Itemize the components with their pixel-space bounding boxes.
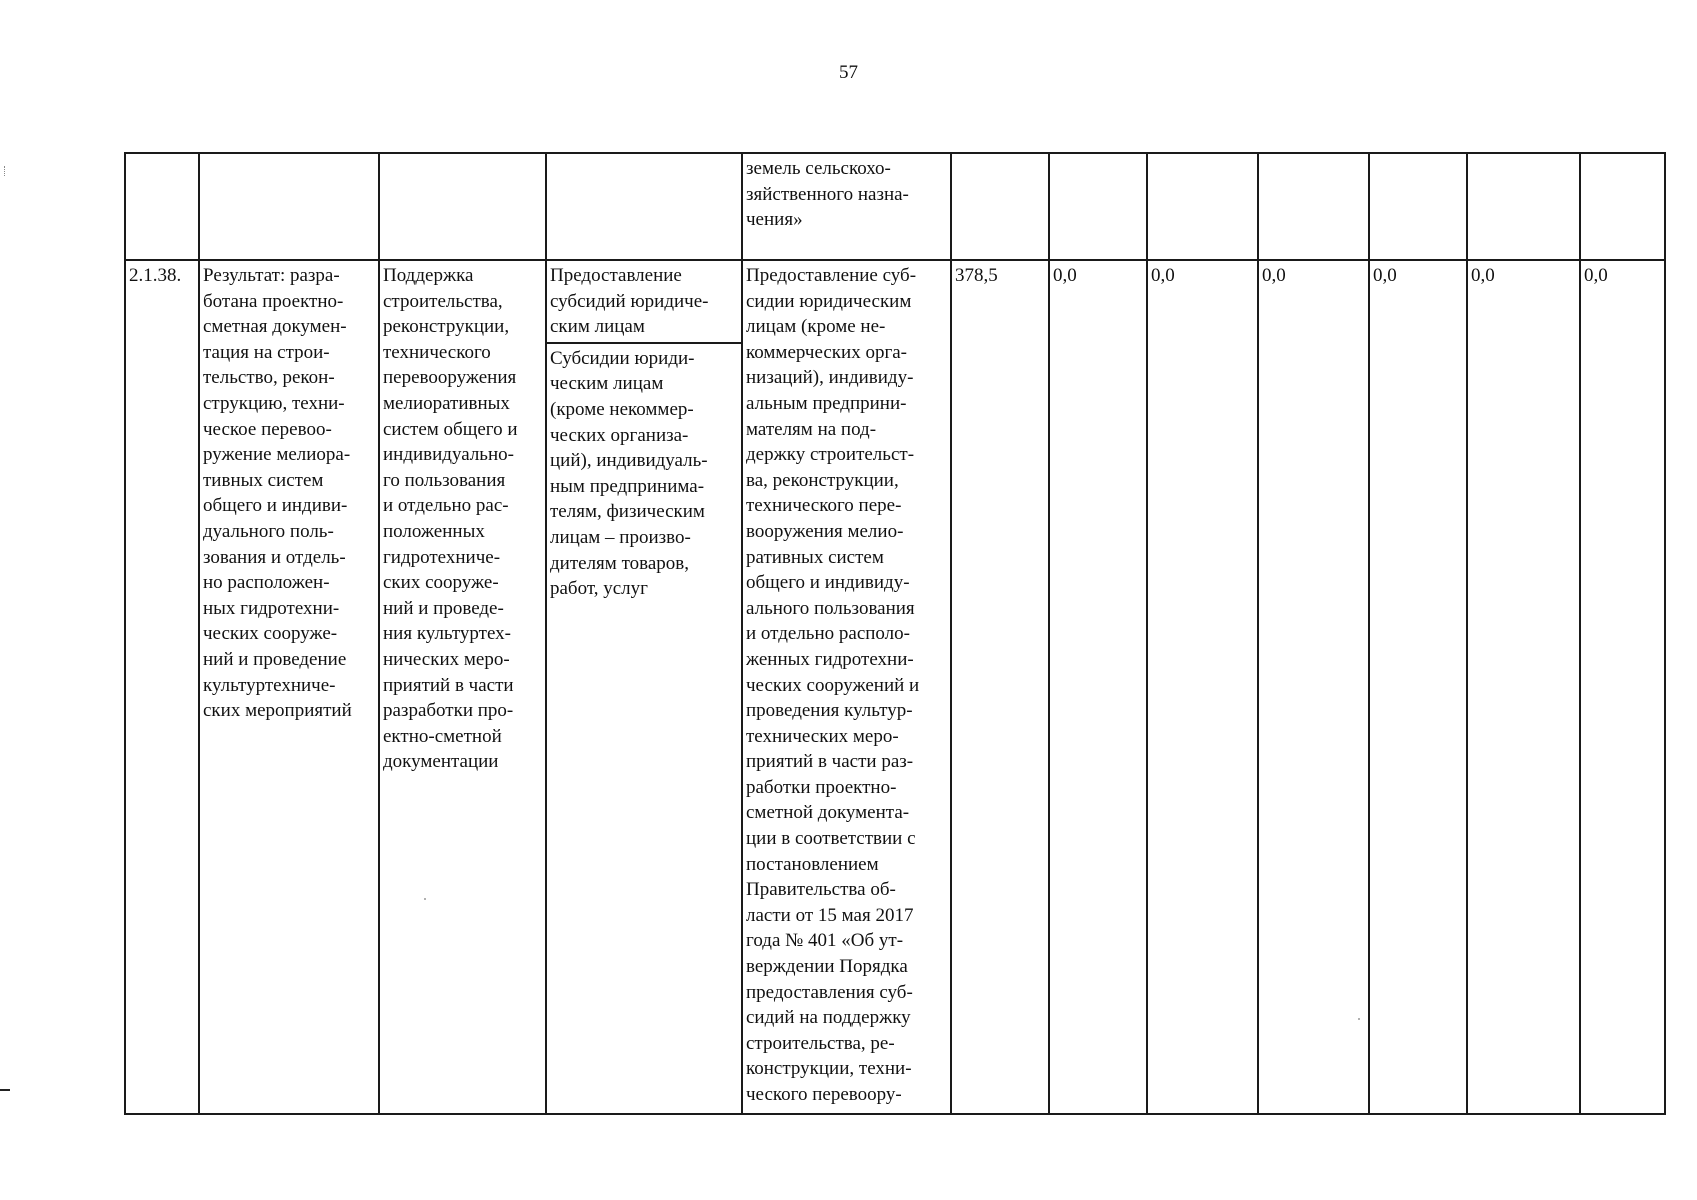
cell-value — [1049, 153, 1147, 260]
cell-number — [125, 260, 199, 1114]
cell-direction — [379, 260, 546, 1114]
mechanism-lower-text: Субсидии юриди- ческим лицам (кроме некоммер- ческих организа- ций), индивидуаль- ным предпринима- телям, физическим лицам – произво- дителям товаров, работ, услуг — [550, 347, 708, 600]
margin-mark — [4, 166, 7, 176]
cell-result — [199, 153, 379, 260]
description-text: Предоставление суб- сидии юридическим лицам (кроме не- коммерческих орга- низаций), индивиду- альным предприни- мателям на под- держку строительст- ва, реконструкции, технического пере- вооружения мелио- ративных систем общего и индивиду- ального пользования и отдельно располо- женных гидротехни- ческих сооружений и проведения культур- технических меро- приятий в части раз- работки проектно- сметной документа- ции в соответствии с постановлением Правительства об- ласти от 15 мая 2017 года № 401 «Об ут- верждении Порядка предоставления суб- сидий на поддержку строительства, ре- конструкции, техни- ческого перевоору- — [746, 265, 920, 1105]
table-row-continuation — [125, 153, 1665, 260]
cell-value — [951, 260, 1049, 1114]
value-col4: 0,0 — [1262, 265, 1286, 286]
table-row — [125, 260, 1665, 1114]
margin-mark — [0, 1089, 10, 1091]
cell-value — [1580, 153, 1665, 260]
value-total: 378,5 — [955, 265, 998, 286]
row-number: 2.1.38. — [129, 265, 182, 286]
value-col3: 0,0 — [1151, 265, 1175, 286]
cell-value — [1049, 260, 1147, 1114]
cell-value — [1147, 260, 1258, 1114]
description-continuation-text: земель сельскохо- зяйственного назна- чения» — [746, 158, 909, 231]
cell-number — [125, 153, 199, 260]
cell-direction — [379, 153, 546, 260]
value-col6: 0,0 — [1471, 265, 1495, 286]
cell-value — [951, 153, 1049, 260]
value-col2: 0,0 — [1053, 265, 1077, 286]
cell-value — [1369, 153, 1467, 260]
page-number: 57 — [839, 62, 858, 83]
cell-value — [1467, 153, 1580, 260]
mechanism-upper-text: Предоставление субсидий юридиче- ским лицам — [547, 263, 741, 344]
cell-value — [1147, 153, 1258, 260]
cell-value — [1258, 260, 1369, 1114]
direction-text: Поддержка строительства, реконструкции, технического перевооружения мелиоративных систем общего и индивидуально- го пользования и отдельно рас- положенных гидротехниче- ских сооруже- ний и проведе- ния культуртех- нических меро- приятий в части разработки про- ектно-сметной документации — [383, 265, 518, 773]
result-text: Результат: разра- ботана проектно- сметная докумен- тация на строи- тельство, рекон- струкцию, техни- ческое перевоо- ружение мелиора- тивных систем общего и индиви- дуального поль- зования и отдель- но расположен- ных гидротехни- ческих сооруже- ний и проведение культуртехниче- ских мероприятий — [203, 265, 352, 722]
cell-description — [742, 260, 951, 1114]
cell-value — [1369, 260, 1467, 1114]
cell-value — [1258, 153, 1369, 260]
cell-description — [742, 153, 951, 260]
cell-value — [1467, 260, 1580, 1114]
cell-mechanism — [546, 153, 742, 260]
program-table — [124, 152, 1666, 1115]
value-col5: 0,0 — [1373, 265, 1397, 286]
cell-result — [199, 260, 379, 1114]
value-col7: 0,0 — [1584, 265, 1608, 286]
cell-value — [1580, 260, 1665, 1114]
cell-mechanism — [546, 260, 742, 1114]
